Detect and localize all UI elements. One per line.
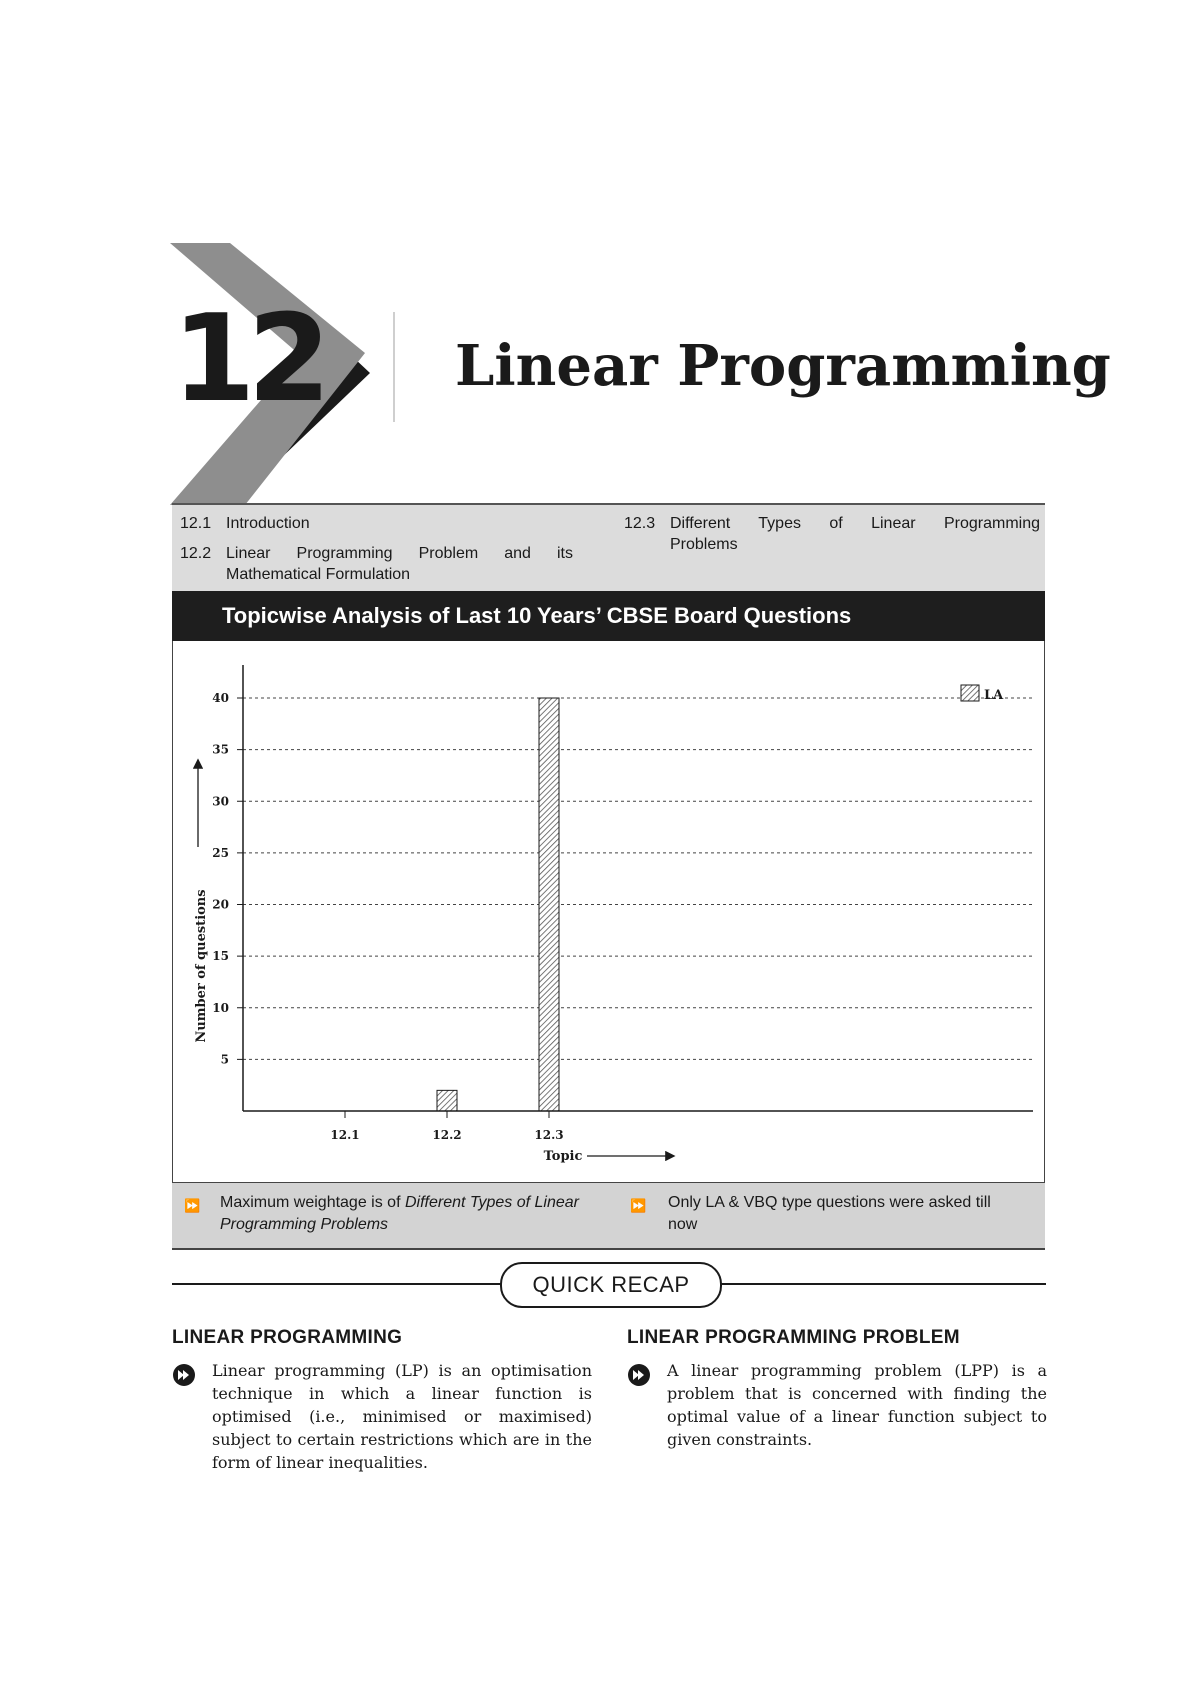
y-axis-label: Number of questions [194,889,209,1043]
recap-text-lpp: A linear programming problem (LPP) is a problem that is concerned with finding the optimal value of a linear function subject to given constraints. [667,1361,1047,1449]
note-1 [220,1192,600,1236]
legend-swatch [961,685,979,701]
bar-chart [173,641,1044,1182]
note-1-italic-line1: Different Types of Linear [404,1194,579,1211]
bar-12.2 [437,1090,457,1111]
note-2-line1: Only LA & VBQ type questions were asked till [668,1194,991,1211]
y-tick-label: 25 [212,845,229,860]
double-arrow-icon: ⏩ [184,1198,201,1213]
y-tick-label: 35 [212,742,229,757]
recap-heading-linear-programming: LINEAR PROGRAMMING [172,1327,403,1348]
recap-rule-left [172,1283,502,1285]
section-title-line1: Different Types of Linear Programming [670,515,1040,532]
double-arrow-icon: ⏩ [630,1198,647,1213]
x-axis-label: Topic [543,1149,583,1164]
y-tick-label: 10 [212,1000,229,1015]
note-1-prefix: Maximum weightage is of [220,1194,405,1211]
section-title: Introduction [226,515,310,532]
y-tick-label: 20 [212,897,229,912]
quick-recap-label: QUICK RECAP [500,1262,722,1308]
note-2 [668,1192,1038,1236]
fast-forward-circle-icon [172,1363,196,1387]
analysis-heading-bar [172,591,1045,641]
recap-text-linear-programming: Linear programming (LP) is an optimisation technique in which a linear function is optimised (i.e., minimised or maximised) subject to certain restrictions which are in the form of linear inequalities. [212,1361,592,1472]
section-number: 12.1 [180,515,212,532]
y-tick-label: 15 [212,949,229,964]
note-2-line2: now [668,1216,698,1233]
x-tick-label: 12.1 [330,1128,360,1142]
x-tick-label: 12.2 [432,1128,462,1142]
chapter-number: 12 [172,290,323,429]
chart-frame [172,641,1045,1183]
x-tick-label: 12.3 [534,1128,564,1142]
header-divider [393,312,395,422]
section-list [172,503,1045,591]
section-title-line1: Linear Programming Problem and its [226,545,573,562]
y-tick-label: 30 [212,794,229,809]
analysis-notes [172,1183,1045,1250]
chapter-title: Linear Programming [455,333,1111,399]
recap-rule-right [716,1283,1046,1285]
bar-12.3 [539,698,559,1111]
note-1-italic-line2: Programming Problems [220,1216,389,1233]
section-number: 12.2 [180,545,212,562]
section-number: 12.3 [624,515,656,532]
analysis-heading: Topicwise Analysis of Last 10 Years’ CBSE Board Questions [222,603,852,628]
fast-forward-circle-icon [627,1363,651,1387]
y-tick-label: 5 [220,1052,229,1067]
section-title-line2: Mathematical Formulation [226,566,411,583]
section-title-line2: Problems [670,536,738,553]
recap-heading-lpp: LINEAR PROGRAMMING PROBLEM [627,1327,960,1348]
y-tick-label: 40 [212,691,229,705]
legend-label: LA [984,688,1004,703]
